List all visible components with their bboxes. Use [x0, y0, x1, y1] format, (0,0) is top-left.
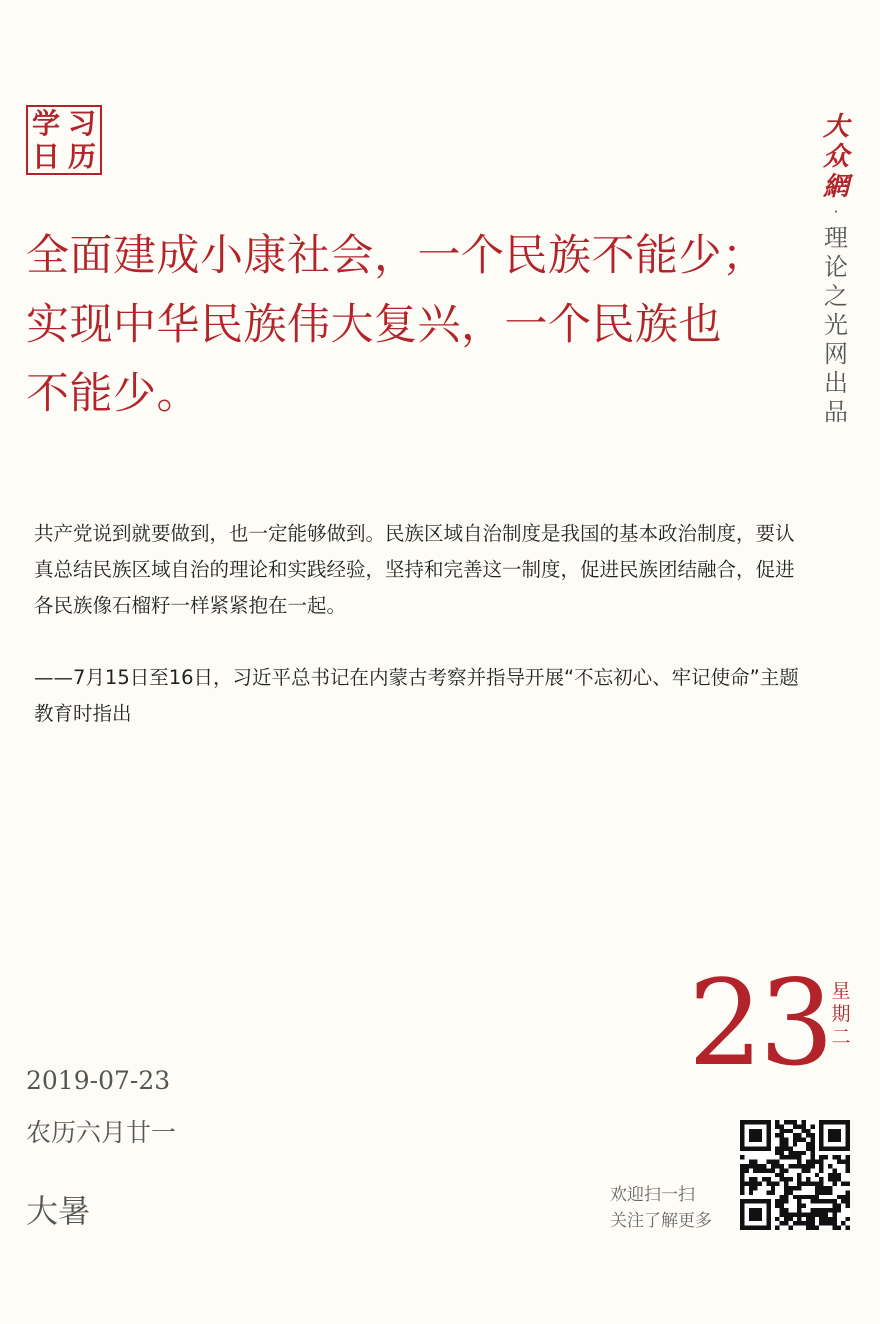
brand-credit-char: 品 [824, 398, 848, 426]
brand-credit-char: 论 [824, 253, 848, 281]
lunar-date: 农历六月廿一 [26, 1118, 177, 1147]
brand-credit-char: 理 [824, 224, 848, 252]
brand-vertical [818, 112, 854, 427]
weekday-char: 二 [831, 1026, 851, 1048]
brand-credit-char: 之 [824, 282, 848, 310]
quote-source: ——7月15日至16日，习近平总书记在内蒙古考察并指导开展“不忘初心、牢记使命”主题教育时指出 [34, 666, 799, 725]
weekday-char: 期 [831, 1003, 851, 1025]
qr-caption-line: 关注了解更多 [610, 1211, 712, 1231]
day-number: 23 [688, 954, 831, 1092]
brand-credit-char: 出 [824, 369, 848, 397]
brand-logo-char: 網 [822, 172, 849, 202]
logo-char: 习 [67, 106, 96, 140]
qr-caption [610, 1182, 730, 1234]
qr-code-icon[interactable] [740, 1120, 850, 1230]
weekday-char: 星 [831, 980, 851, 1002]
solar-term: 大暑 [26, 1192, 91, 1230]
logo-char: 学 [31, 106, 60, 140]
brand-logo [823, 112, 849, 202]
headline-quote [26, 222, 806, 429]
study-calendar-logo [26, 105, 102, 175]
brand-logo-char: 大 [822, 112, 849, 142]
brand-logo-char: 众 [822, 142, 849, 172]
brand-credit-char: 光 [824, 311, 848, 339]
brand-credit [824, 224, 848, 427]
logo-char: 日 [31, 139, 60, 173]
brand-separator: · [833, 202, 839, 221]
brand-credit-char: 网 [824, 340, 848, 368]
qr-caption-line: 欢迎扫一扫 [610, 1185, 695, 1205]
body-section [34, 516, 804, 732]
headline-line: 全面建成小康社会，一个民族不能少； [26, 231, 766, 281]
headline-line: 实现中华民族伟大复兴，一个民族也 [26, 300, 722, 350]
weekday-label [830, 980, 852, 1049]
logo-char: 历 [67, 139, 96, 173]
headline-line: 不能少。 [26, 369, 200, 419]
date-text: 2019-07-23 [26, 1066, 171, 1095]
body-quote: 共产党说到就要做到，也一定能够做到。民族区域自治制度是我国的基本政治制度，要认真总结民族区域自治的理论和实践经验，坚持和完善这一制度，促进民族团结融合，促进各民族像石榴籽一样紧紧抱在一起。 [34, 522, 795, 617]
